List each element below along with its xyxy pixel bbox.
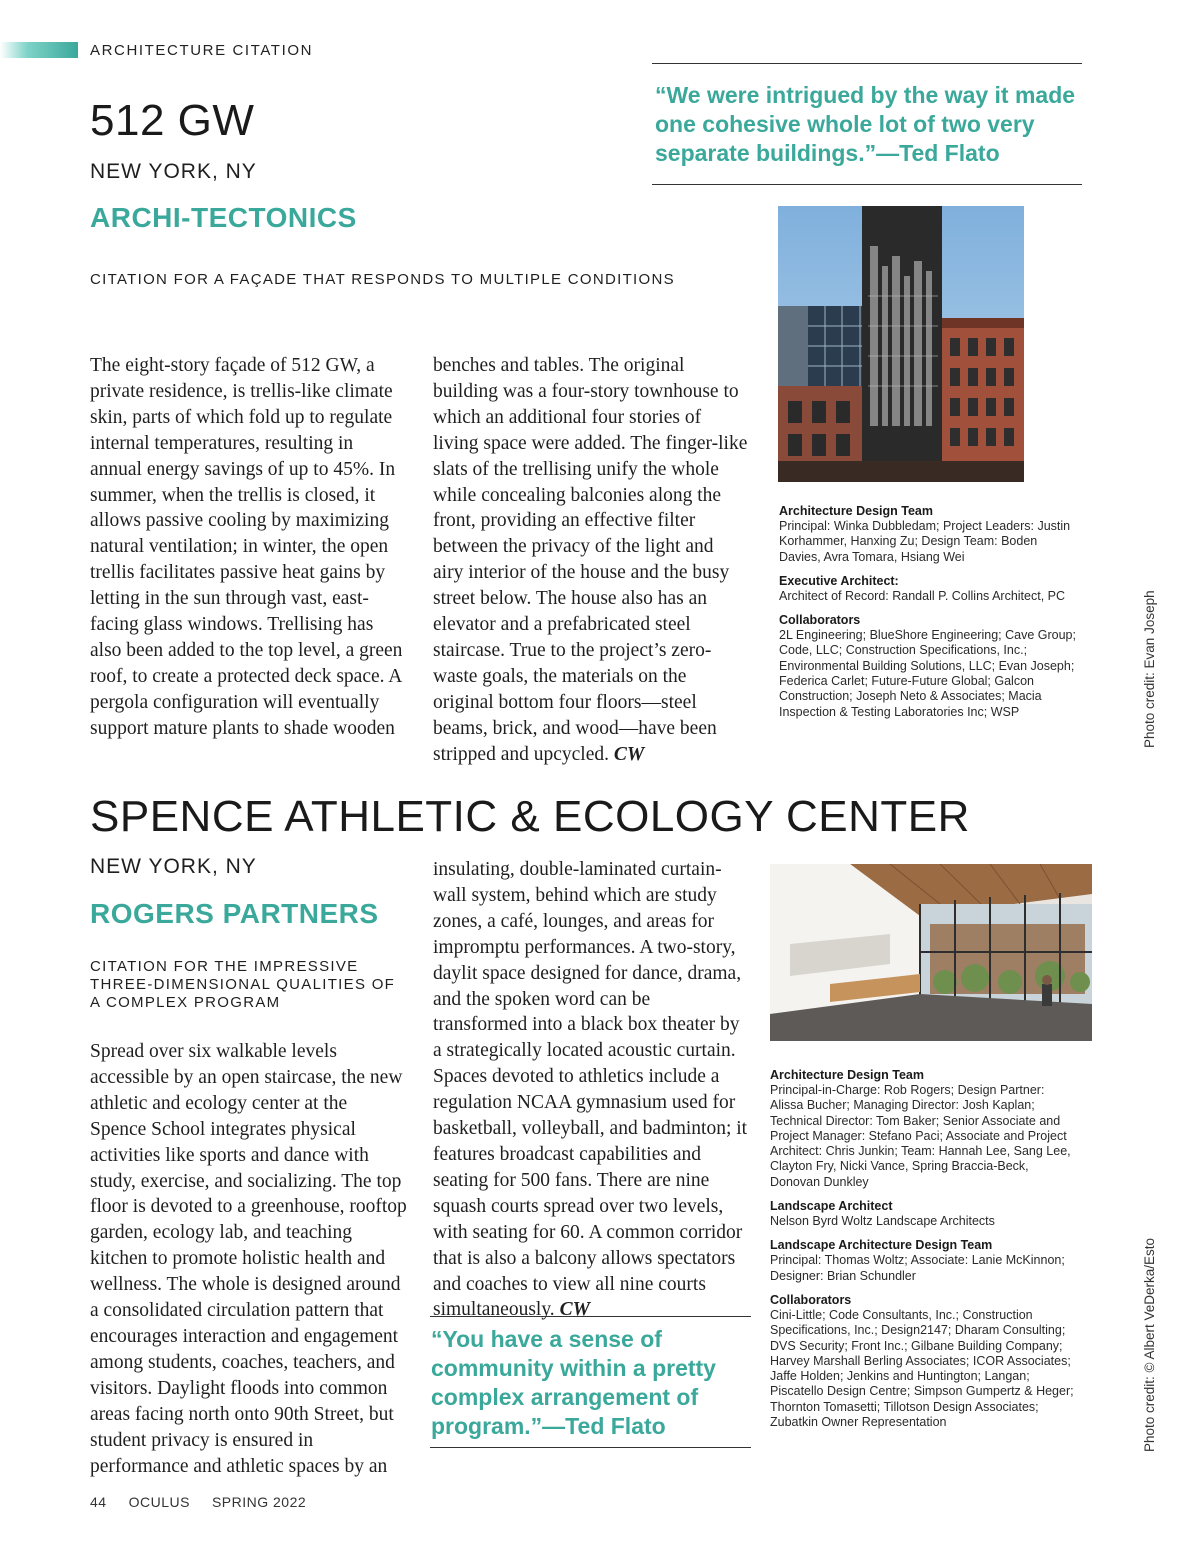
body-column-2 <box>433 353 748 768</box>
credits-text: Nelson Byrd Woltz Landscape Architects <box>770 1214 995 1229</box>
body-paragraph <box>433 857 748 1323</box>
body-paragraph <box>433 353 748 768</box>
project-credits <box>770 1068 1080 1439</box>
project-location: NEW YORK, NY <box>90 855 257 878</box>
credits-heading: Executive Architect: <box>779 573 899 588</box>
project-title: 512 GW <box>90 96 255 145</box>
publication-name: OCULUS <box>128 1494 190 1510</box>
credits-heading: Architecture Design Team <box>770 1068 924 1082</box>
interior-atrium-illustration <box>770 864 1092 1041</box>
project-location: NEW YORK, NY <box>90 160 257 183</box>
body-column-1 <box>90 1039 408 1479</box>
pull-quote-text: “You have a sense of community within a pretty complex arrangement of program.”—Ted Flato <box>431 1326 716 1439</box>
credits-text: Principal: Winka Dubbledam; Project Leaders: Justin Korhammer, Hanxing Zu; Design Team: Boden Davies, Avra Tomara, Hsiang Wei <box>779 519 1071 564</box>
credits-heading: Collaborators <box>770 1292 852 1307</box>
architecture-firm: ARCHI-TECTONICS <box>90 202 357 233</box>
credits-heading: Landscape Architect <box>770 1199 893 1214</box>
section-accent-bar <box>0 42 78 58</box>
building-facade-illustration <box>778 206 1024 482</box>
citation-statement: CITATION FOR A FAÇADE THAT RESPONDS TO MULTIPLE CONDITIONS <box>90 271 675 288</box>
body-paragraph: The eight-story façade of 512 GW, a private residence, is trellis-like climate skin, parts of which fold up to regulate internal temperatures, resulting in annual energy savings of up to 45%. In summer, when the trellis is closed, it allows passive cooling by maximizing natural ventilation; in winter, the open trellis facilitates passive heat gains by letting in the sun through vast, east-facing glass windows. Trellising has also been added to the top level, a green roof, to create a protected deck space. A pergola configuration will eventually support mature plants to shade wooden <box>90 355 403 739</box>
body-paragraph: Spread over six walkable levels accessible by an open staircase, the new athletic and ecology center at the Spence School integrates physical activities like sports and dance with study, exercise, and socializing. The top floor is devoted to a greenhouse, rooftop garden, ecology lab, and teaching kitchen to promote holistic health and wellness. The whole is designed around a consolidated circulation pattern that encourages interaction and engagement among students, coaches, teachers, and visitors. Daylight floods into common areas facing north onto 90th Street, but student privacy is ensured in performance and athletic spaces by an <box>90 1041 407 1477</box>
photo-credit: Photo credit: © Albert VeDerka/Esto <box>1142 1237 1157 1452</box>
pull-quote <box>430 1316 751 1448</box>
body-column-2 <box>433 857 748 1323</box>
credits-heading: Architecture Design Team <box>779 504 933 518</box>
body-text: benches and tables. The original building was a four-story townhouse to which an additional four stories of living space were added. The finger-like slats of the trellising unify the whole while concealing balconies along the front, providing an effective filter between the privacy of the light and airy interior of the house and the busy street below. The house also has an elevator and a prefabricated steel staircase. True to the project’s zero-waste goals, the materials on the original bottom four floors—steel beams, brick, and wood—have been stripped and upcycled. <box>433 355 748 765</box>
project-credits <box>779 504 1079 729</box>
credits-text: Cini-Little; Code Consultants, Inc.; Construction Specifications, Inc.; Design2147; Dharam Consulting; DVS Security; Front Inc.; Gilbane Building Company; Harvey Marshall Berling Associates; ICOR Associates; Jaffe Holden; Jenkins and Huntington; Langan; Piscatello Design Centre; Simpson Gumpertz & Heger; Thornton Tomasetti; Tillotson Design Associates; Zubatkin Owner Representation <box>770 1307 1074 1430</box>
interior-photo <box>770 864 1092 1041</box>
building-photo <box>778 206 1024 482</box>
credits-text: 2L Engineering; BlueShore Engineering; Cave Group; Code, LLC; Construction Specifications, Inc.; Environmental Building Solutions, LLC; Evan Joseph; Federica Carlet; Future-Future Global; Galcon Construction; Joseph Neto & Associates; Macia Inspection & Testing Laboratories Inc; WSP <box>779 628 1076 719</box>
pull-quote <box>652 63 1082 185</box>
credits-heading: Landscape Architecture Design Team <box>770 1238 993 1253</box>
credits-heading: Collaborators <box>779 613 861 628</box>
citation-statement: CITATION FOR THE IMPRESSIVE THREE-DIMENSIONAL QUALITIES OF A COMPLEX PROGRAM <box>90 958 396 1011</box>
section-label: ARCHITECTURE CITATION <box>90 42 314 59</box>
page-folio <box>90 1494 328 1510</box>
credits-text: Principal-in-Charge: Rob Rogers; Design Partner: Alissa Bucher; Managing Director: Josh Kaplan; Technical Director: Tom Baker; Senior Associate and Project Manager: Stefano Paci; Associate and Project Architect: Chris Junkin; Team: Hannah Lee, Sang Lee, Clayton Fry, Nicki Vance, Spring Braccia-Beck, Donovan Dunkley <box>770 1083 1071 1189</box>
author-signoff: CW <box>613 743 645 765</box>
credits-text: Principal: Thomas Woltz; Associate: Lanie McKinnon; Designer: Brian Schundler <box>770 1253 1065 1283</box>
photo-credit: Photo credit: Evan Joseph <box>1142 590 1157 748</box>
pull-quote-text: “We were intrigued by the way it made one cohesive whole lot of two very separate buildings.”—Ted Flato <box>655 82 1076 166</box>
issue-date: SPRING 2022 <box>211 1494 307 1510</box>
body-text: insulating, double-laminated curtain-wall system, behind which are study zones, a café, lounges, and areas for impromptu performances. A two-story, daylit space designed for dance, drama, and the spoken word can be transformed into a black box theater by a strategically located acoustic curtain. Spaces devoted to athletics include a regulation NCAA gymnasium used for basketball, volleyball, and badminton; it features broadcast capabilities and seating for 500 fans. There are nine squash courts spread over two levels, with seating for 60. A common corridor that is also a balcony allows spectators and coaches to view all nine courts simultaneously. <box>433 859 748 1321</box>
credits-text: Architect of Record: Randall P. Collins Architect, PC <box>779 588 1066 603</box>
project-title: SPENCE ATHLETIC & ECOLOGY CENTER <box>90 792 970 841</box>
page-number: 44 <box>90 1494 107 1510</box>
body-column-1 <box>90 353 405 742</box>
author-signoff: CW <box>559 1299 590 1321</box>
architecture-firm: ROGERS PARTNERS <box>90 898 379 929</box>
